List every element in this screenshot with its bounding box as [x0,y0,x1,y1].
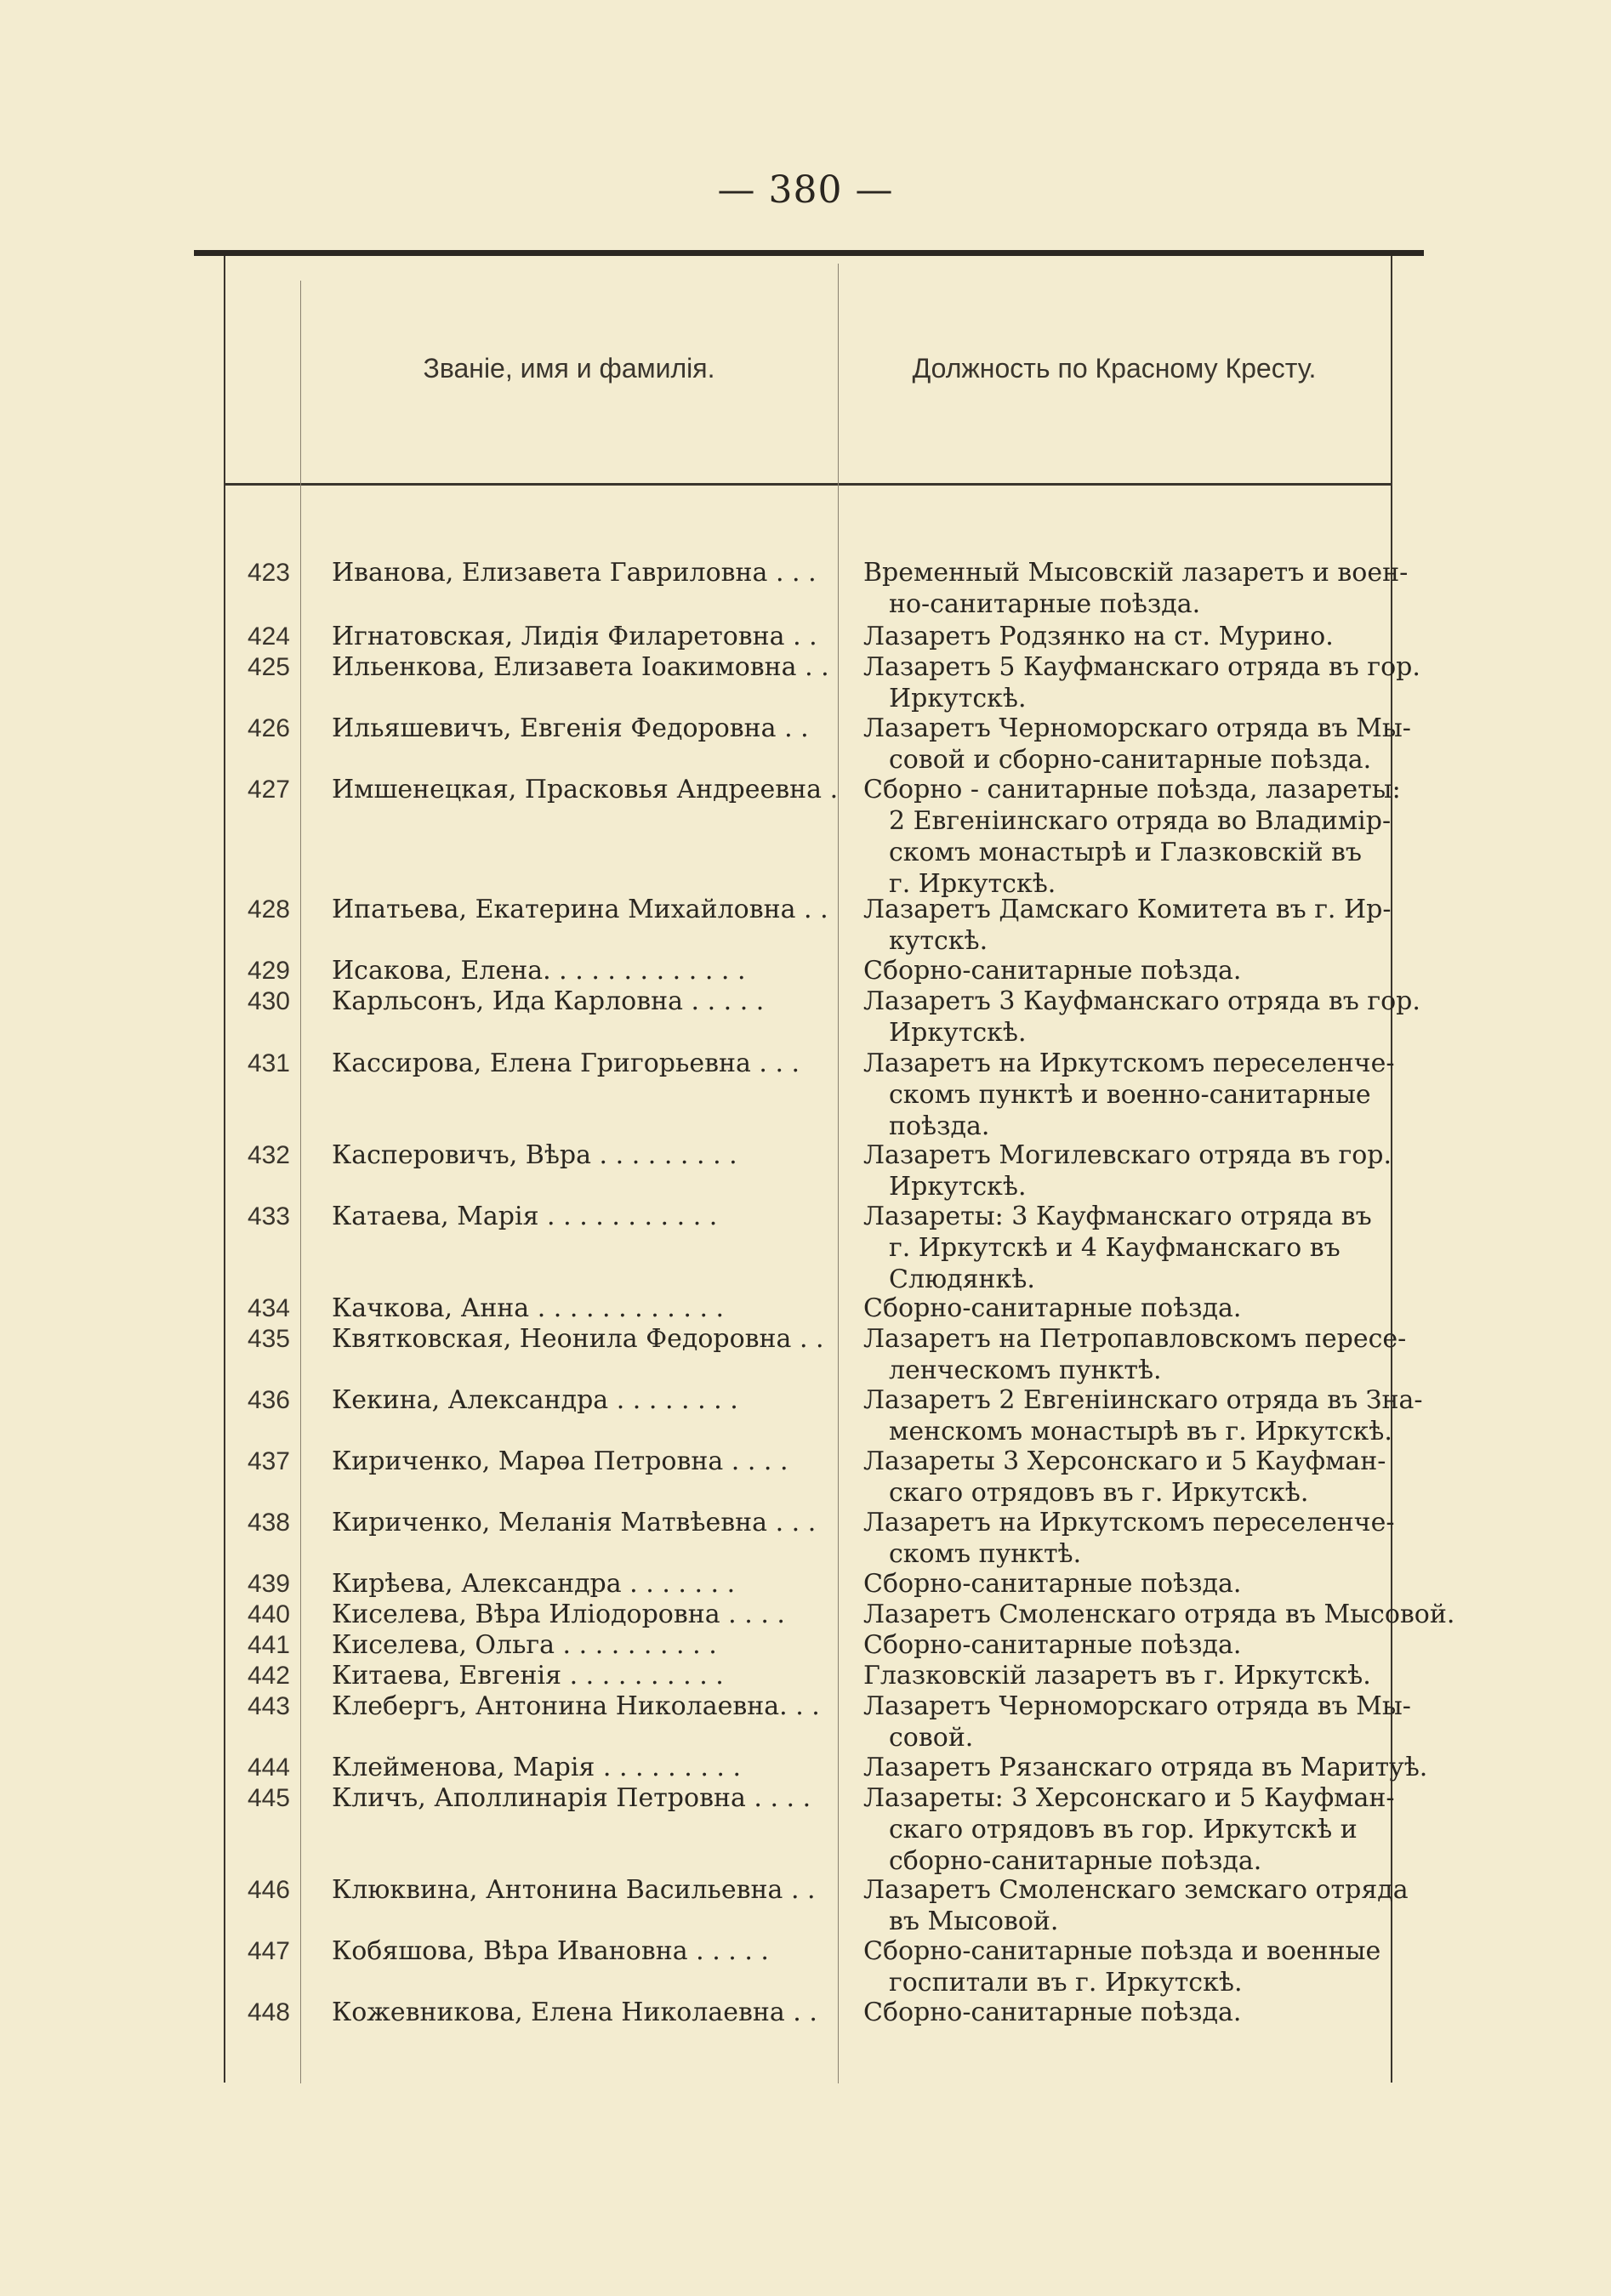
row-number: 427 [247,776,290,804]
row-number: 445 [247,1784,290,1812]
row-number: 441 [247,1631,290,1659]
position-line: Сборно-санитарные поѣзда. [863,1569,1242,1599]
position-line: но-санитарные поѣзда. [889,589,1201,619]
row-name: Клебергъ, Антонина Николаевна. . . [332,1691,820,1721]
position-line: Сборно-санитарные поѣзда и военные [863,1936,1381,1966]
position-line: кутскѣ. [889,926,988,956]
row-number: 448 [247,1998,290,2026]
row-number: 443 [247,1692,290,1720]
row-position [863,1997,1374,2028]
row-position [863,1048,1395,1142]
row-number: 431 [247,1049,290,1077]
row-position [863,1384,1423,1447]
row-position [863,651,1420,714]
row-position [863,1935,1381,1998]
position-line: Лазаретъ Родзянко на ст. Мурино. [863,622,1334,651]
row-name: Клюквина, Антонина Васильевна . . [332,1875,816,1905]
row-name: Имшенецкая, Прасковья Андреевна . [332,775,839,804]
row-name: Касперовичъ, Вѣра . . . . . . . . . [332,1140,737,1170]
row-name: Клейменова, Марія . . . . . . . . . [332,1753,741,1782]
row-position [863,1201,1374,1295]
position-line: Сборно - санитарные поѣзда, лазареты: [863,775,1401,804]
position-line: Лазаретъ Дамскаго Комитета въ г. Ир- [863,895,1392,924]
position-line: Иркутскѣ. [889,1018,1027,1048]
position-line: Лазаретъ Рязанскаго отряда въ Маритуѣ. [863,1753,1428,1782]
row-position [863,1507,1395,1570]
row-position [863,1568,1374,1600]
row-name: Кожевникова, Елена Николаевна . . [332,1998,817,2027]
row-number: 430 [247,987,290,1015]
row-name: Кирѣева, Александра . . . . . . . [332,1569,736,1599]
row-number: 442 [247,1662,290,1690]
row-name: Китаева, Евгенія . . . . . . . . . . [332,1661,724,1691]
position-line: Лазаретъ Смоленскаго отряда въ Мысовой. [863,1600,1455,1629]
position-line: Глазковскій лазаретъ въ г. Иркутскѣ. [863,1661,1371,1691]
row-name: Катаева, Марія . . . . . . . . . . . [332,1202,718,1231]
position-line: Лазаретъ на Иркутскомъ переселенче- [863,1049,1395,1078]
row-name: Качкова, Анна . . . . . . . . . . . . [332,1293,725,1323]
row-number: 433 [247,1202,290,1230]
position-line: Лазаретъ Черноморскаго отряда въ Мы- [863,1691,1411,1721]
position-line: сборно-санитарные поѣзда. [889,1846,1262,1876]
row-position [863,1446,1386,1509]
header-name-column: Званіе, имя и фамилія. [423,353,715,384]
position-line: Лазареты: 3 Херсонскаго и 5 Кауфман- [863,1783,1395,1813]
position-line: Временный Мысовскій лазаретъ и воен- [863,558,1409,588]
row-position [863,1660,1374,1691]
position-line: г. Иркутскѣ. [889,869,1056,899]
position-line: Лазаретъ Черноморскаго отряда въ Мы- [863,713,1411,743]
position-line: Лазаретъ на Петропавловскомъ пересе- [863,1324,1407,1354]
position-line: совой и сборно-санитарные поѣзда. [889,745,1372,775]
position-line: Сборно-санитарные поѣзда. [863,1998,1242,2027]
column-divider-number [300,281,301,2083]
row-position [863,713,1411,776]
position-line: въ Мысовой. [889,1907,1059,1936]
row-position [863,1323,1407,1386]
row-name: Кириченко, Меланія Матвѣевна . . . [332,1508,817,1537]
row-number: 440 [247,1600,290,1628]
position-line: Иркутскѣ. [889,684,1027,713]
position-line: Лазаретъ Могилевскаго отряда въ гор. [863,1140,1392,1170]
position-line: Иркутскѣ. [889,1172,1027,1202]
position-line: Сборно-санитарные поѣзда. [863,1630,1242,1660]
row-position [863,986,1420,1049]
row-name: Ильенкова, Елизавета Іоакимовна . . [332,652,829,682]
position-line: поѣзда. [889,1111,990,1141]
page-number: — 380 — [717,168,894,212]
position-line: менскомъ монастырѣ въ г. Иркутскѣ. [889,1417,1392,1446]
position-line: г. Иркутскѣ и 4 Кауфманскаго въ [889,1233,1341,1263]
row-position [863,894,1392,957]
row-position [863,1752,1428,1783]
row-name: Исакова, Елена. . . . . . . . . . . . . [332,956,746,986]
position-line: Лазареты: 3 Кауфманскаго отряда въ [863,1202,1372,1231]
position-line: Слюдянкѣ. [889,1265,1035,1294]
position-line: Лазаретъ Смоленскаго земскаго отряда [863,1875,1409,1905]
row-number: 425 [247,653,290,681]
row-number: 439 [247,1570,290,1598]
position-line: Лазаретъ 5 Кауфманскаго отряда въ гор. [863,652,1420,682]
row-number: 434 [247,1294,290,1322]
row-name: Карльсонъ, Ида Карловна . . . . . [332,986,765,1016]
row-position [863,1782,1395,1877]
row-name: Киселева, Ольга . . . . . . . . . . [332,1630,717,1660]
row-position [863,1874,1409,1937]
row-name: Квятковская, Неонила Федоровна . . [332,1324,824,1354]
row-position [863,1139,1392,1202]
position-line: Сборно-санитарные поѣзда. [863,956,1242,986]
row-number: 446 [247,1876,290,1904]
header-rule [225,483,1391,486]
row-position [863,774,1401,900]
row-number: 424 [247,622,290,651]
position-line: Лазаретъ на Иркутскомъ переселенче- [863,1508,1395,1537]
row-name: Кириченко, Марѳа Петровна . . . . [332,1446,788,1476]
row-position [863,1691,1411,1753]
position-line: Лазареты 3 Херсонскаго и 5 Кауфман- [863,1446,1386,1476]
position-line: ленческомъ пунктѣ. [889,1355,1162,1385]
row-position [863,1629,1374,1661]
row-name: Ипатьева, Екатерина Михайловна . . [332,895,828,924]
row-number: 428 [247,895,290,924]
position-line: скомъ монастырѣ и Глазковскій въ [889,838,1363,867]
row-name: Игнатовская, Лидія Филаретовна . . [332,622,817,651]
row-name: Киселева, Вѣра Иліодоровна . . . . [332,1600,785,1629]
row-number: 426 [247,714,290,742]
row-position [863,955,1374,986]
position-line: госпитали въ г. Иркутскѣ. [889,1968,1243,1998]
position-line: совой. [889,1723,974,1753]
row-number: 435 [247,1325,290,1353]
position-line: скомъ пунктѣ. [889,1539,1082,1569]
row-number: 444 [247,1753,290,1782]
position-line: Лазаретъ 3 Кауфманскаго отряда въ гор. [863,986,1420,1016]
row-number: 437 [247,1447,290,1475]
row-number: 423 [247,559,290,587]
row-number: 436 [247,1386,290,1414]
row-number: 432 [247,1141,290,1169]
row-name: Кассирова, Елена Григорьевна . . . [332,1049,800,1078]
row-name: Иванова, Елизавета Гавриловна . . . [332,558,817,588]
position-line: скомъ пунктѣ и военно-санитарные [889,1080,1371,1110]
row-name: Кличъ, Аполлинарія Петровна . . . . [332,1783,811,1813]
row-name: Ильяшевичъ, Евгенія Федоровна . . [332,713,809,743]
top-rule [194,250,1424,256]
row-position [863,1599,1455,1630]
row-position [863,557,1409,620]
row-number: 447 [247,1937,290,1965]
row-position [863,1293,1374,1324]
header-position-column: Должность по Красному Кресту. [912,353,1317,384]
row-name: Кекина, Александра . . . . . . . . [332,1385,738,1415]
row-name: Кобяшова, Вѣра Ивановна . . . . . [332,1936,769,1966]
position-line: Лазаретъ 2 Евгеніинскаго отряда въ Зна- [863,1385,1423,1415]
row-position [863,621,1374,652]
position-line: 2 Евгеніинскаго отряда во Владимір- [889,806,1392,836]
position-line: скаго отрядовъ въ гор. Иркутскѣ и [889,1815,1358,1844]
position-line: Сборно-санитарные поѣзда. [863,1293,1242,1323]
row-number: 429 [247,957,290,985]
position-line: скаго отрядовъ въ г. Иркутскѣ. [889,1478,1309,1508]
row-number: 438 [247,1509,290,1537]
